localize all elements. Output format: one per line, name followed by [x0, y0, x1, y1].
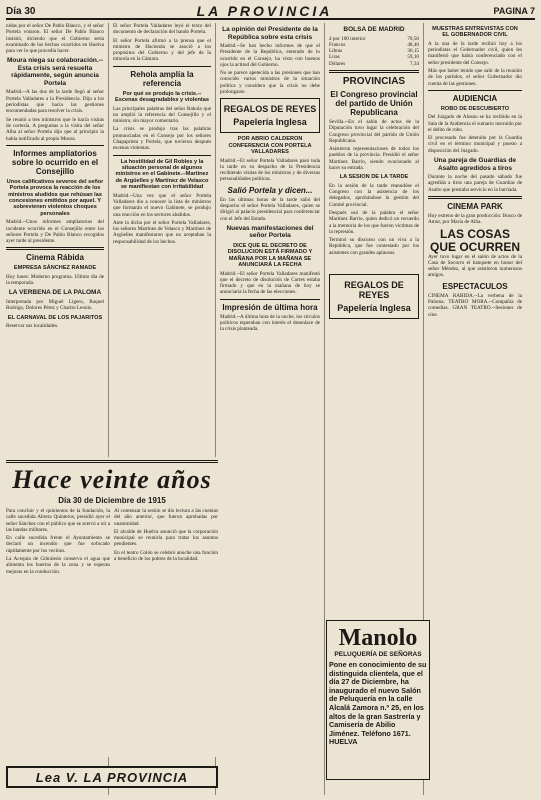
masthead-title: LA PROVINCIA	[196, 3, 333, 19]
ad-manolo-sub: PELUQUERÍA DE SEÑORAS	[334, 651, 422, 658]
section-hace-veinte-anos	[6, 457, 218, 757]
column-5	[428, 23, 522, 795]
ad-regalos-title: REGALOS DE REYES	[344, 280, 404, 301]
divider	[6, 145, 104, 146]
col1-subhead-calificativos: Unos calificativos severos del señor Portela provoca la reacción de los ministros aludidos que rehúsan las concesiones emitidos por aquel. Y sobrevienen violentos choques personales	[6, 178, 104, 217]
hv-p1: Para concluir y el quinientos de la fundación, la calle sucedida Abrera Quinteros, presidió ayer el señor Sánchez con el público que se acercó a oír a las bandas militares.	[6, 508, 110, 533]
col2-p1: El señor Portela Valladares leyó el texto del documento de declaración del bando Portela.	[113, 23, 211, 36]
ad-regalos-sub: Papelería Inglesa	[337, 303, 411, 314]
hace-veinte-col-left	[6, 508, 110, 577]
col5-p0b: Más que haber tenido que salir de la reunión de los partidos, el señor Gobernador dio cuenta de las gestiones.	[428, 68, 522, 87]
col2-subhead-crisis: Por qué se produjo la crisis.--Escenas desagradables y violentas	[115, 90, 209, 104]
col3-headline-opinion: La opinión del Presidente de la República sobre esta crisis	[222, 26, 318, 41]
col3-p4: En las últimas horas de la tarde salió del despacho el señor Portela Valladares, quien se dirigió al palacio presidencial para conferenciar con el Jefe del Estado.	[220, 196, 320, 222]
col1-p6: Reservar sus localidades.	[6, 322, 59, 329]
col5-headline-audiencia: AUDIENCIA	[452, 93, 498, 103]
col5-subhead-robo: ROBO DE DESCUBIERTO	[440, 105, 510, 112]
bolsa-list	[329, 36, 419, 67]
col3-subhead-decreto: DICE QUE EL DECRETO DE DISOLUCION ESTÁ FIRMADO Y MAÑANA POR LA MAÑANA SE ANUNCIARÁ LA FECHA	[227, 242, 313, 269]
divider	[6, 247, 104, 250]
col1-carnaval-title: EL CARNAVAL DE LOS PAJARITOS	[7, 314, 103, 321]
col5-p4: Hoy estreno de la gran producción: Bosco de Amor, por Maria de Alba.	[428, 212, 522, 226]
bolsa-row: 4 por 100 interior 70,50	[329, 35, 419, 42]
col1-empresa: EMPRESA SÁNCHEZ RAMADE	[13, 265, 97, 272]
col1-headline-informes: Informes amplíatorios sobre lo ocurrido en el Consejillo	[11, 148, 99, 176]
col2-p4: La crisis se produjo tras las palabras pronunciadas en el Consejo por los señores Chapaprieta y Portela, que tuvieron después escenas violentas.	[113, 126, 211, 152]
ad-lea-la-provincia: Lea V. LA PROVINCIA	[6, 766, 218, 788]
divider	[6, 460, 218, 463]
col5-p3: Durante la noche del pasado sábado fue agredida a tiros una pareja de Guardias de Asalto que prestaba servicio en la barriada.	[428, 174, 522, 193]
masthead	[6, 4, 535, 20]
col4-headline-congreso: El Congreso provincial del partido de Unión Republicana	[330, 89, 418, 117]
hv-p2: En calle sucedida frente el Ayuntamiento se declaró un incendio que fue sofocado rápidamente por los vecinos.	[6, 535, 110, 554]
col3-p2: No se parece apetecida a las presiones que han conocido varios ministros de la situación política y considera que la crisis no debe prolongarse.	[220, 70, 320, 96]
divider	[428, 196, 522, 199]
divider	[329, 70, 419, 73]
col4-subhead-sesion: LA SESION DE LA TARDE	[339, 174, 409, 181]
col5-p6: CINEMA RABIDA.--La verbena de la Paloma. TEATRO MORA.--Compañía de comedias. GRAN TEATRO.--Sesiones de cine.	[428, 292, 522, 318]
col1-headline-cinema-rabida: Cinema Rábida	[26, 253, 84, 263]
col3-headline-calderon: POR ABRIO CALDERON CONFERENCIA CON PORTELA VALLADARES	[228, 136, 312, 156]
col5-headline-cosas: LAS COSAS QUE OCURREN	[429, 226, 520, 254]
col5-headline-espectaculos: ESPECTACULOS	[442, 281, 508, 291]
hv-p4: Al comenzar la sesión se dio lectura a las cuentas del año anterior, que fueron aprobadas por unanimidad.	[114, 508, 218, 527]
col1-p4: Hoy lunes: Moderno programa. Ultimo día de la temporada.	[6, 273, 104, 287]
col5-headline-pareja: Una pareja de Guardias de Asalto agredidos a tiros	[433, 157, 516, 172]
hace-veinte-col-right	[114, 508, 218, 577]
col3-p3: Madrid.--El señor Portela Valladares pasó toda la tarde en su despacho de la Presidencia recibiendo visitas de los ministros y de diversas personalidades políticas.	[220, 157, 320, 183]
col4-p3: En la sesión de la tarde reanudóse el Congreso con la asistencia de los delegados, aprobándose la gestión del Comité provincial.	[329, 182, 419, 208]
col3-p1: Madrid.--Se han hecho informes de que el Presidente de la República, enterado de lo ocurrido en el Consejo, ha visto con buenos ojos la actitud del Gobierno.	[220, 43, 320, 68]
bolsa-row: Liras 59,10	[329, 54, 419, 61]
col1-p3: Madrid.--Unos informes amplíatorios del incidente ocurrido en el Consejillo entre los señores Portela y De Pablo Blanco recogidos ayer tarde al presidente.	[6, 219, 104, 245]
col4-p4: Después usó de la palabra el señor Martínez Barrio, quien dedicó un recuerdo a la memoria de los que fueron víctimas de la represión.	[329, 209, 419, 235]
col3-headline-impresion: Impresión de última hora	[222, 302, 318, 312]
col3-headline-nuevas: Nuevas manifestaciones del señor Portela	[226, 224, 314, 240]
col1-intro: nidas por el señor De Pablo Blanco, y el señor Portela votaron. El señor De Pablo Blanco insistió, diciendo que el Gobierno sería examinado de los hechos ocurridos en Huelva para ver lo que procedía hacer.	[6, 23, 104, 55]
col2-p6: Ante la dicha por el señor Portela Valladares, los señores Martínez de Velasco y Martínez de Argüelles manifestaron que no aceptaban la responsabilidad de los hechos.	[113, 219, 211, 245]
hv-p6: En el teatro Colón se celebró anoche una función a beneficio de los pobres de la localidad.	[114, 549, 218, 563]
col2-p5: Madrid.--Una vez que el señor Portela Valladares dio a conocer la lista de ministros que formarán el nuevo Gabinete, se produjo una reacción en los sectores aludidos.	[113, 192, 211, 218]
col1-verbena-title: LA VERBENA DE LA PALOMA	[8, 289, 102, 297]
col1-headline-moura: Moura niega su colaboración.--Esta crisis será resuelta rápidamente, según anuncia Portela	[6, 57, 104, 87]
bolsa-row: Libras 36,15	[329, 48, 419, 55]
col3-p5: Madrid.--El señor Portela Valladares manifestó que el decreto de disolución de Cortes estaba firmado y que en la mañana de hoy se anunciaría la fecha de las elecciones.	[220, 270, 320, 296]
col3-headline-salio: Salió Portela y dicen...	[227, 185, 313, 195]
ad-regalos-reyes	[220, 98, 320, 133]
col5-p1: Del Juzgado de Alosno se ha recibido en la Sala de la Audiencia el sumario instruido por el delito de robo.	[428, 114, 522, 133]
col2-headline-hostilidad: La hostilidad de Gil Robles y la situación personal de algunos ministros en el Gabinete.--Martínez de Argüelles y Martínez de Velasco se manifiestan con irritabilidad	[115, 158, 209, 191]
hv-p3: La Acequia de Gibraleón conserva el agua que alimenta los huertos de la zona y se esperan mejoras en la conducción.	[6, 556, 110, 575]
col2-p3: Las principales palabras del señor Rahola que no amplió la referencia del Consejillo y el ministro, sin mayor comentario.	[113, 105, 211, 125]
col4-p5: Terminó su discurso con un viva a la República, que fue contestado por los asistentes con grandes aplausos.	[329, 237, 419, 256]
col4-p2: Asistieron representaciones de todos los pueblos de la provincia. Presidió el señor Martínez Barrio, siendo ovacionado al hacer su entrada.	[329, 146, 419, 172]
col2-p2: El señor Portela afirmó a la prensa que el ministro de Hacienda se asoció a los propósitos del Gobierno y del jefe de la minoría en la Cámara.	[113, 37, 211, 63]
divider	[428, 90, 522, 91]
ad-regalos-sub: Papelería Inglesa	[233, 117, 307, 128]
col1-p1: Madrid.--A las dos de la tarde llegó al señor Portela Valladares a la Presidencia. Dijo a los periodistas que hacia las gestiones encomendadas para resolver la crisis.	[6, 89, 104, 115]
divider	[220, 299, 320, 300]
masthead-page: PAGINA 7	[493, 6, 535, 16]
col5-headline-cinema-park: CINEMA PARK	[447, 201, 503, 211]
masthead-day: Día 30	[6, 5, 36, 17]
col2-headline-rahola: Rehola amplía la referencia	[130, 69, 194, 88]
hace-veinte-title: Hace veinte años	[12, 465, 212, 494]
col5-p0: A la una de la tarde recibió hoy a los periodistas el Gobernador civil, quien les manifestó que había conferenciado con el señor presidente del Consejo.	[428, 40, 522, 66]
col5-headline-entrevistas: MUESTRAS ENTREVISTAS CON EL GOBERNADOR CIVIL	[432, 26, 518, 39]
col1-p2: Se reunió a tres ministros que le hacía visitas de cortesía. A preguntas a la visita del señor Alba al señor Portela dijo que al principio la había notificado al propio Moura.	[6, 116, 104, 142]
ad-manolo-title: Manolo	[338, 625, 418, 651]
bolsa-title: BOLSA DE MADRID	[343, 26, 405, 33]
hace-veinte-columns	[6, 508, 218, 577]
ad-regalos-title: REGALOS DE REYES	[223, 104, 317, 115]
col5-p5: Ayer tuvo lugar en el salón de actos de la Casa de Socorro el banquete en honor del señor Méndez, al que asistieron numerosos amigos.	[428, 253, 522, 279]
bolsa-row: Dólares 7,34	[329, 60, 419, 67]
col3-p6: Madrid.--A última hora de la noche, los círculos políticos esperaban con interés el desenlace de la crisis planteada.	[220, 313, 320, 333]
bolsa-row: Francos 48,40	[329, 41, 419, 48]
ad-manolo	[326, 620, 430, 780]
col1-p5: Interpretada por Miguel Ligero, Raquel Rodrigo, Dolores Pérez y Charito Leonis.	[6, 298, 104, 312]
divider	[113, 155, 211, 156]
column-3	[220, 23, 325, 795]
hv-p5: El alcalde de Huelva anunció que la corporación municipal se reuniría para tratar los asuntos pendientes.	[114, 528, 218, 548]
hace-veinte-date: Día 30 de Diciembre de 1915	[58, 496, 166, 505]
divider	[113, 66, 211, 67]
ad-manolo-body: Pone en conocimiento de su distinguida clientela, que el día 27 de Diciembre, ha inaugurado el nuevo Salón de Peluquería en la calle Alcalá Zamora n.º 25, en los altos de la gran Sastrería y Camisería de Abilio Jiménez. Teléfono 1671. HUELVA	[329, 660, 427, 747]
ad-regalos-reyes-2	[329, 274, 419, 319]
col5-p2: El procesado fue detenido por la Guardia civil en el término municipal y puesto a disposición del Juzgado.	[428, 135, 522, 154]
col4-headline-provincias: PROVINCIAS	[342, 75, 406, 87]
col4-p1: Sevilla.--En el salón de actos de la Diputación tuvo lugar la celebración del Congreso provincial del partido de Unión Republicana.	[329, 118, 419, 144]
